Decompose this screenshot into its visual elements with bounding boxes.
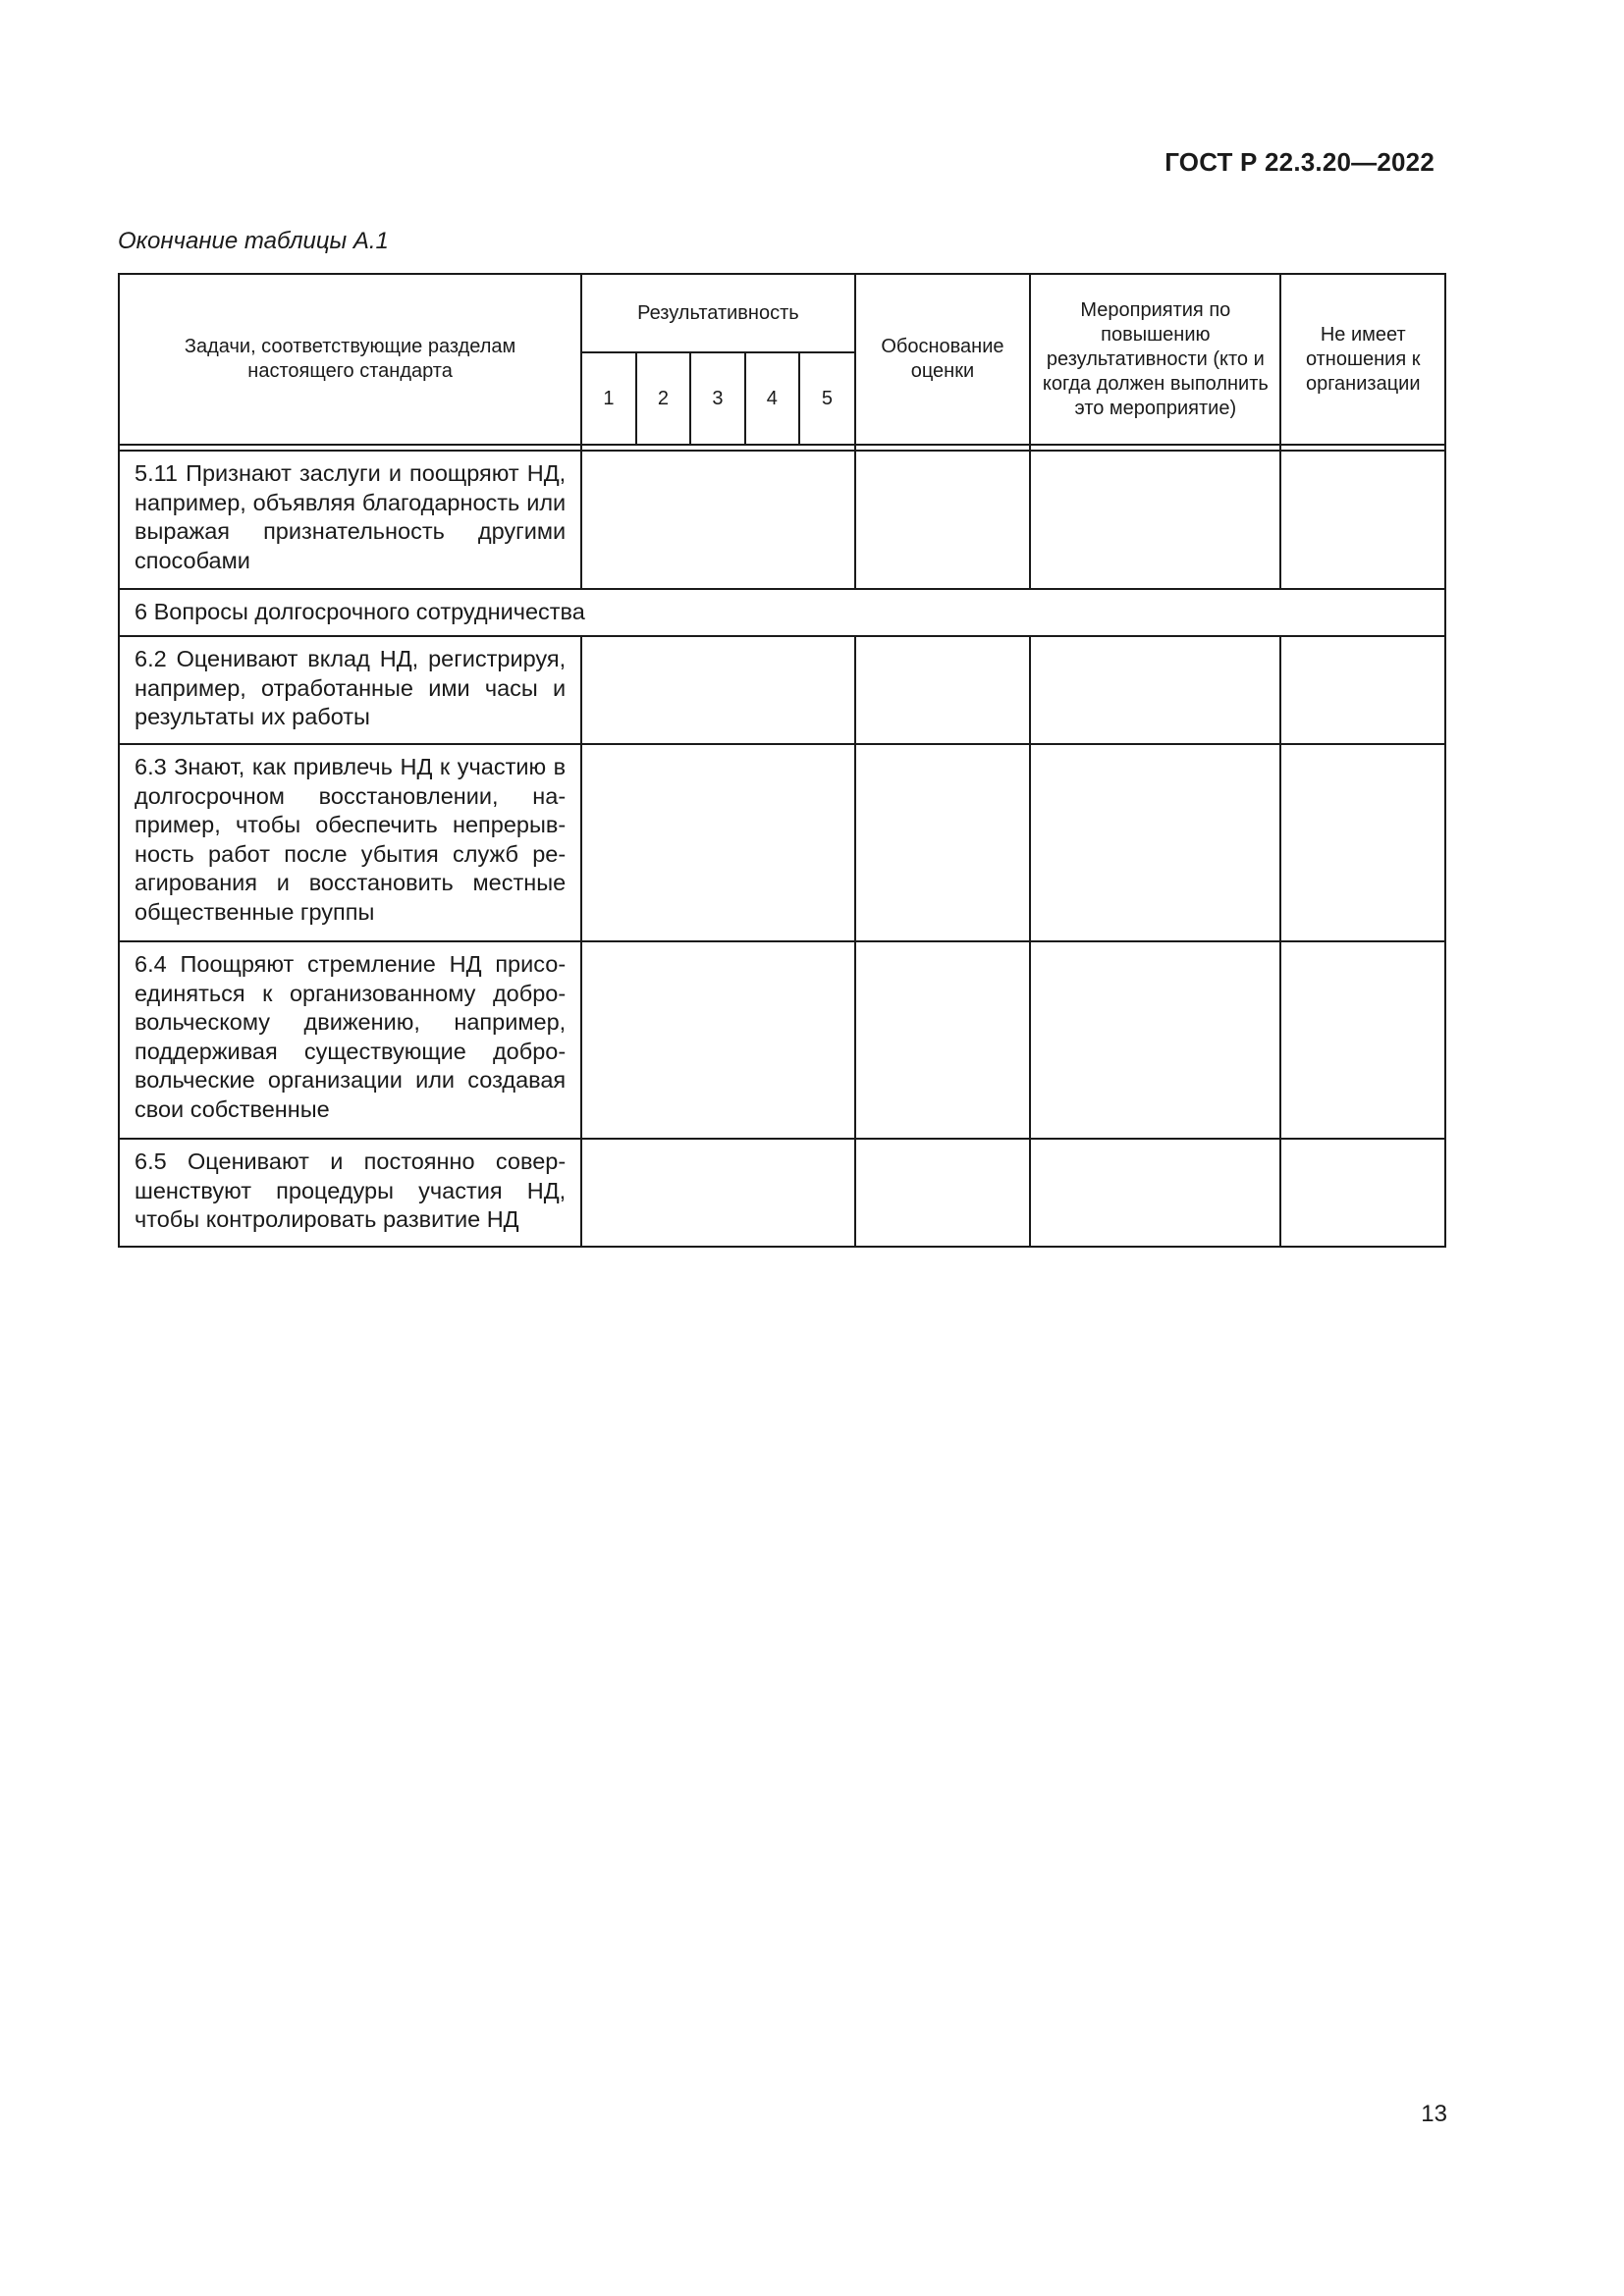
measures-cell [1030, 744, 1280, 941]
score-header-2: 2 [636, 352, 690, 445]
effectiveness-cell [581, 1139, 854, 1247]
column-header-tasks [119, 274, 581, 445]
table-row [119, 744, 1445, 941]
measures-cell [1030, 1139, 1280, 1247]
measures-cell [1030, 451, 1280, 589]
column-header-not-applicable-text: Не имеет отношения к организации [1305, 323, 1421, 395]
table-row [119, 636, 1445, 744]
justification-cell [855, 451, 1031, 589]
effectiveness-cell [581, 744, 854, 941]
justification-cell [855, 744, 1031, 941]
section-title: 6 Вопросы долгосрочного сотрудничества [119, 589, 1445, 636]
measures-cell [1030, 941, 1280, 1139]
column-header-tasks-text: Задачи, соответствующие разделам настоящего стандарта [184, 336, 516, 382]
justification-cell [855, 636, 1031, 744]
measures-cell [1030, 636, 1280, 744]
task-cell: 6.2 Оценивают вклад НД, регистрируя, например, отработанные ими часы и результаты их работы [119, 636, 581, 744]
table-row [119, 1139, 1445, 1247]
document-code: ГОСТ Р 22.3.20—2022 [1164, 147, 1435, 177]
justification-cell [855, 941, 1031, 1139]
column-header-measures [1030, 274, 1280, 445]
not-applicable-cell [1280, 1139, 1445, 1247]
table-row [119, 941, 1445, 1139]
effectiveness-cell [581, 636, 854, 744]
not-applicable-cell [1280, 636, 1445, 744]
section-row [119, 589, 1445, 636]
table-row [119, 451, 1445, 589]
not-applicable-cell [1280, 451, 1445, 589]
column-header-effectiveness: Результативность [581, 274, 854, 352]
not-applicable-cell [1280, 941, 1445, 1139]
task-cell: 5.11 Признают заслуги и поощряют НД, например, объявляя благодарность или выражая признательность другими способами [119, 451, 581, 589]
table-caption: Окончание таблицы А.1 [118, 228, 389, 254]
effectiveness-cell [581, 451, 854, 589]
column-header-not-applicable [1280, 274, 1445, 445]
score-header-5: 5 [799, 352, 855, 445]
page-number: 13 [1421, 2101, 1447, 2127]
justification-cell [855, 1139, 1031, 1247]
score-header-3: 3 [690, 352, 744, 445]
column-header-justification [855, 274, 1031, 445]
task-cell: 6.4 Поощряют стремление НД присоединяться к организованному добровольческому движению, например, поддерживая существующие добровольческие организации или создавая свои собственные [119, 941, 581, 1139]
task-cell: 6.5 Оценивают и постоянно совершенствуют процедуры участия НД, чтобы контролировать развитие НД [119, 1139, 581, 1247]
assessment-table [118, 273, 1446, 1248]
effectiveness-cell [581, 941, 854, 1139]
task-cell: 6.3 Знают, как привлечь НД к участию в долгосрочном восстановлении, например, чтобы обеспечить непрерывность работ после убытия служб реагирования и восстановить местные общественные группы [119, 744, 581, 941]
score-header-4: 4 [745, 352, 799, 445]
score-header-1: 1 [581, 352, 635, 445]
not-applicable-cell [1280, 744, 1445, 941]
column-header-justification-text: Обоснование оценки [881, 336, 1004, 382]
column-header-measures-text: Мероприятия по повышению результативности (кто и когда должен выполнить это мероприятие) [1042, 298, 1269, 419]
